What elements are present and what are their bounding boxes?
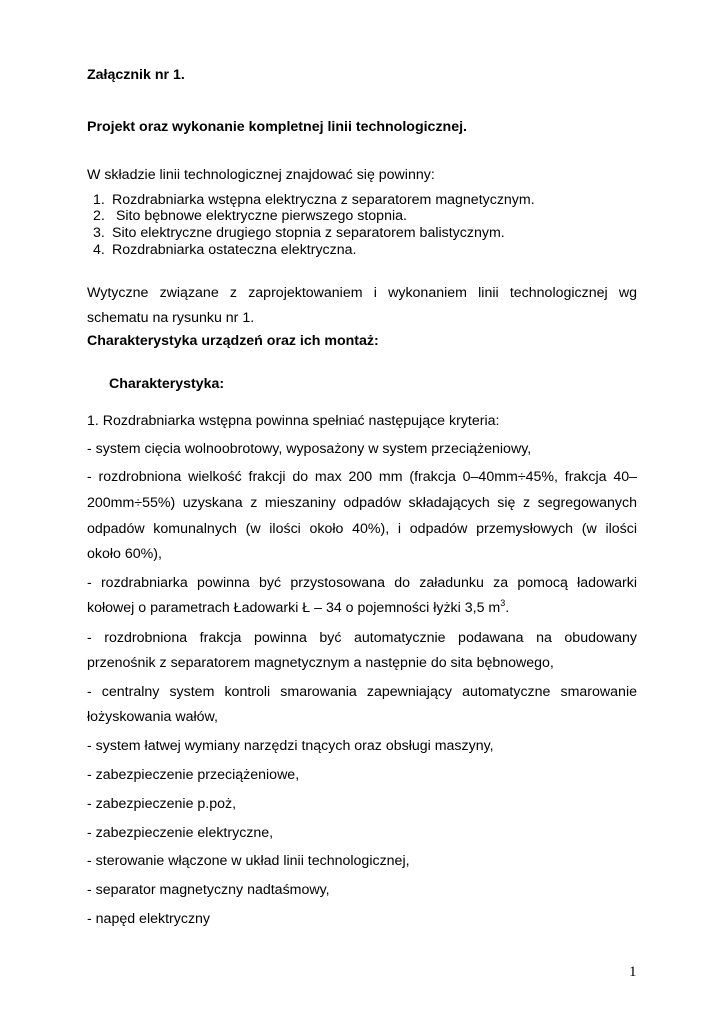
criteria-item: - sterowanie włączone w układ linii technologicznej,: [87, 853, 410, 869]
list-item-text: Rozdrabniarka wstępna elektryczna z separatorem magnetycznym.: [112, 192, 535, 208]
criteria-item: - system łatwej wymiany narzędzi tnących oraz obsługi maszyny,: [87, 738, 494, 754]
criteria-item-line: około 60%),: [87, 546, 162, 562]
criteria-item: - zabezpieczenie przeciążeniowe,: [87, 767, 300, 783]
list-item-number: 3.: [93, 225, 105, 241]
criteria-item: - separator magnetyczny nadtaśmowy,: [87, 882, 330, 898]
criteria-intro: 1. Rozdrabniarka wstępna powinna spełniać następujące kryteria:: [87, 413, 500, 429]
characteristics-heading: Charakterystyka urządzeń oraz ich montaż:: [87, 333, 379, 349]
list-item-number: 4.: [93, 242, 105, 258]
criteria-item-line: przenośnik z separatorem magnetycznym a następnie do sita bębnowego,: [87, 655, 554, 671]
annex-title: Załącznik nr 1.: [87, 67, 185, 83]
list-item: [93, 192, 535, 208]
criteria-item: - centralny system kontroli smarowania zapewniający automatyczne smarowanie: [87, 684, 637, 700]
project-title: Projekt oraz wykonanie kompletnej linii technologicznej.: [87, 119, 467, 135]
criteria-item-line: 200mm÷55%) uzyskana z mieszaniny odpadów składających się z segregowanych: [87, 495, 637, 511]
loader-text: kołowej o parametrach Ładowarki Ł – 34 o pojemności łyżki 3,5 m: [87, 600, 501, 616]
criteria-item: - rozdrobniona wielkość frakcji do max 200 mm (frakcja 0–40mm÷45%, frakcja 40–: [87, 469, 637, 485]
characteristics-subheading: Charakterystyka:: [109, 376, 225, 392]
guidelines-line: Wytyczne związane z zaprojektowaniem i wykonaniem linii technologicznej wg: [87, 285, 637, 301]
criteria-item: - system cięcia wolnoobrotowy, wyposażony w system przeciążeniowy,: [87, 441, 532, 457]
list-item-number: 1.: [93, 192, 105, 208]
criteria-item-line: odpadów komunalnych (w ilości około 40%), i odpadów przemysłowych (w ilości: [87, 521, 637, 537]
criteria-item-line: łożyskowania wałów,: [87, 709, 218, 725]
list-item-text: Rozdrabniarka ostateczna elektryczna.: [112, 242, 357, 258]
list-item-text: Sito bębnowe elektryczne pierwszego stopnia.: [112, 208, 407, 224]
criteria-item: - rozdrobniona frakcja powinna być automatycznie podawana na obudowany: [87, 630, 637, 646]
criteria-item-line: [87, 600, 509, 616]
superscript-3: 3: [500, 598, 506, 608]
criteria-item: - zabezpieczenie p.poż,: [87, 796, 237, 812]
page-number: 1: [629, 964, 637, 980]
list-item-text: Sito elektryczne drugiego stopnia z separatorem balistycznym.: [112, 225, 505, 241]
guidelines-line: schematu na rysunku nr 1.: [87, 310, 255, 326]
list-item-number: 2.: [93, 208, 105, 224]
criteria-item: - napęd elektryczny: [87, 911, 211, 927]
loader-end: .: [505, 600, 510, 616]
criteria-item: - zabezpieczenie elektryczne,: [87, 825, 274, 841]
criteria-item: - rozdrabniarka powinna być przystosowana do załadunku za pomocą ładowarki: [87, 575, 637, 591]
list-item: [93, 225, 505, 241]
list-item: [93, 242, 357, 258]
list-item: [93, 208, 407, 224]
composition-intro: W składzie linii technologicznej znajdować się powinny:: [87, 167, 435, 183]
